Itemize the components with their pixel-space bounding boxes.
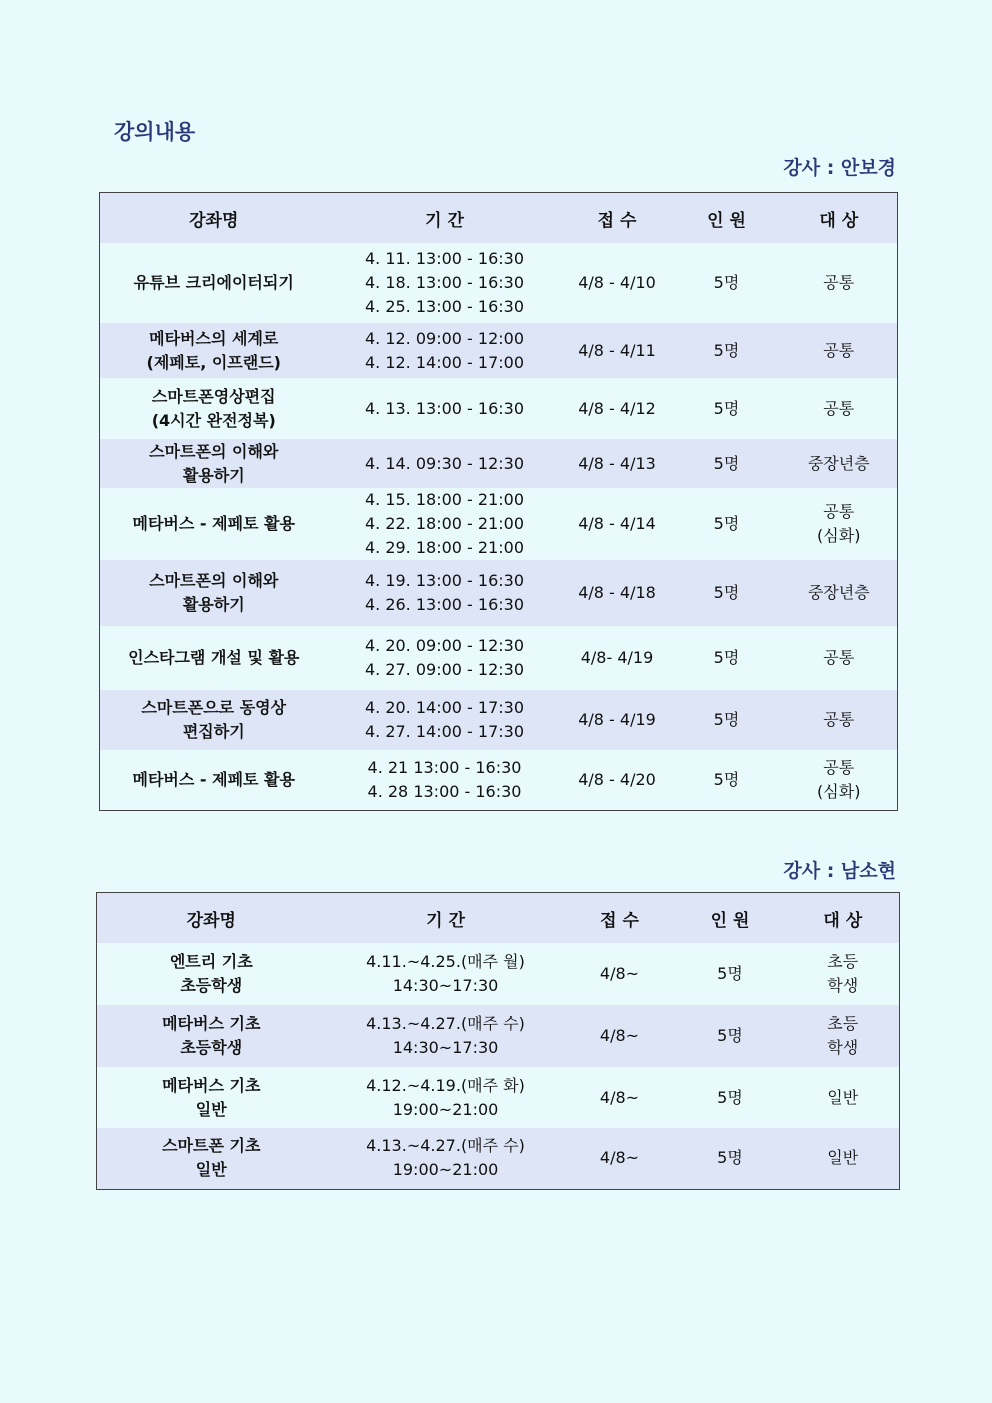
course-name-cell-line: 초등학생 bbox=[180, 1038, 243, 1057]
course-name-cell-line: 일반 bbox=[195, 1160, 227, 1180]
target-cell-line: 학생 bbox=[827, 976, 859, 995]
table-row bbox=[97, 1128, 900, 1189]
reception-cell: 4/8 - 4/12 bbox=[562, 378, 673, 439]
target-cell-line: 초등 bbox=[827, 1014, 859, 1033]
reception-cell: 4/8~ bbox=[566, 1005, 674, 1067]
period-cell-line: 4. 28 13:00 - 16:30 bbox=[367, 781, 522, 801]
target-cell-line: 공통 bbox=[823, 648, 855, 667]
period-cell-line: 4.12.~4.19.(매주 화) bbox=[366, 1075, 525, 1095]
table-row bbox=[97, 943, 900, 1005]
period-cell-line: 4. 21 13:00 - 16:30 bbox=[367, 757, 522, 777]
period-cell bbox=[328, 243, 562, 323]
period-cell bbox=[328, 750, 562, 810]
period-cell-line: 4. 27. 14:00 - 17:30 bbox=[364, 722, 525, 741]
count-cell: 5명 bbox=[674, 1067, 787, 1128]
target-cell-line: 중장년층 bbox=[807, 453, 870, 473]
target-cell-line: 일반 bbox=[827, 1148, 859, 1168]
target-cell bbox=[787, 1067, 900, 1128]
target-cell bbox=[781, 439, 898, 488]
table-row bbox=[100, 439, 898, 488]
period-cell-line: 4. 22. 18:00 - 21:00 bbox=[364, 514, 525, 533]
course-name-cell bbox=[100, 750, 328, 810]
period-cell-line: 4. 19. 13:00 - 16:30 bbox=[364, 571, 525, 590]
period-cell bbox=[328, 439, 562, 488]
count-cell: 5명 bbox=[673, 560, 781, 626]
course-name-cell-line: 스마트폰 기초 bbox=[162, 1136, 261, 1156]
reception-cell: 4/8 - 4/19 bbox=[562, 690, 673, 750]
count-cell: 5명 bbox=[673, 243, 781, 323]
period-cell bbox=[328, 560, 562, 626]
header-period: 기 간 bbox=[328, 193, 562, 244]
target-cell bbox=[787, 1005, 900, 1067]
table-row bbox=[100, 560, 898, 626]
target-cell-line: 공통 bbox=[823, 710, 855, 729]
instructor-label-2: 강사 : 남소현 bbox=[783, 860, 896, 882]
period-cell-line: 4. 18. 13:00 - 16:30 bbox=[364, 273, 525, 292]
target-cell bbox=[781, 750, 898, 810]
target-cell-line: 공통 bbox=[823, 398, 855, 418]
header-reception: 접 수 bbox=[566, 893, 674, 944]
reception-cell: 4/8- 4/19 bbox=[562, 626, 673, 690]
table-row bbox=[97, 1005, 900, 1067]
course-name-cell-line: 엔트리 기초 bbox=[169, 952, 253, 971]
count-cell: 5명 bbox=[674, 943, 787, 1005]
count-cell: 5명 bbox=[673, 488, 781, 560]
reception-cell: 4/8 - 4/11 bbox=[562, 323, 673, 378]
count-cell: 5명 bbox=[674, 1128, 787, 1189]
period-cell-line: 4. 15. 18:00 - 21:00 bbox=[364, 490, 525, 509]
table-row bbox=[100, 323, 898, 378]
period-cell-line: 19:00~21:00 bbox=[392, 1160, 499, 1180]
period-cell bbox=[328, 690, 562, 750]
reception-cell: 4/8 - 4/18 bbox=[562, 560, 673, 626]
period-cell-line: 4. 11. 13:00 - 16:30 bbox=[364, 249, 525, 268]
period-cell-line: 4.13.~4.27.(매주 수) bbox=[366, 1136, 525, 1156]
target-cell-line: 중장년층 bbox=[807, 583, 870, 602]
course-name-cell bbox=[97, 1005, 326, 1067]
target-cell bbox=[787, 943, 900, 1005]
table-row bbox=[100, 378, 898, 439]
header-course-name: 강좌명 bbox=[100, 193, 328, 244]
header-reception: 접 수 bbox=[562, 193, 673, 244]
course-table-1 bbox=[99, 192, 898, 811]
course-name-cell bbox=[100, 690, 328, 750]
course-name-cell-line: 메타버스 - 제페토 활용 bbox=[132, 769, 295, 789]
instructor-label-1: 강사 : 안보경 bbox=[783, 157, 896, 179]
period-cell-line: 4. 20. 14:00 - 17:30 bbox=[364, 698, 525, 717]
target-cell bbox=[781, 378, 898, 439]
course-name-cell-line: 일반 bbox=[195, 1099, 227, 1119]
header-period: 기 간 bbox=[326, 893, 566, 944]
table-row bbox=[100, 750, 898, 810]
course-name-cell-line: 활용하기 bbox=[182, 595, 245, 614]
period-cell-line: 4. 29. 18:00 - 21:00 bbox=[364, 538, 525, 557]
period-cell-line: 4. 12. 09:00 - 12:00 bbox=[364, 328, 525, 348]
target-cell-line: 학생 bbox=[827, 1038, 859, 1057]
target-cell bbox=[781, 626, 898, 690]
course-name-cell-line: 인스타그램 개설 및 활용 bbox=[128, 648, 300, 667]
course-name-cell-line: (4시간 완전정복) bbox=[151, 410, 276, 430]
target-cell-line: (심화) bbox=[817, 781, 861, 801]
course-name-cell-line: 활용하기 bbox=[182, 465, 245, 485]
course-name-cell-line: 스마트폰으로 동영상 bbox=[141, 698, 287, 717]
target-cell bbox=[781, 323, 898, 378]
header-course-name: 강좌명 bbox=[97, 893, 326, 944]
reception-cell: 4/8~ bbox=[566, 1128, 674, 1189]
target-cell-line: (심화) bbox=[817, 526, 861, 545]
course-name-cell bbox=[97, 1128, 326, 1189]
period-cell bbox=[326, 1128, 566, 1189]
course-name-cell bbox=[100, 323, 328, 378]
period-cell-line: 4. 14. 09:30 - 12:30 bbox=[364, 453, 525, 473]
count-cell: 5명 bbox=[673, 323, 781, 378]
count-cell: 5명 bbox=[673, 439, 781, 488]
section-title: 강의내용 bbox=[114, 120, 196, 144]
course-name-cell bbox=[100, 439, 328, 488]
target-cell bbox=[787, 1128, 900, 1189]
target-cell-line: 공통 bbox=[823, 273, 855, 292]
target-cell-line: 공통 bbox=[823, 340, 855, 360]
target-cell-line: 일반 bbox=[827, 1087, 859, 1107]
count-cell: 5명 bbox=[674, 1005, 787, 1067]
table-row bbox=[100, 243, 898, 323]
period-cell-line: 14:30~17:30 bbox=[392, 976, 499, 995]
course-name-cell bbox=[100, 243, 328, 323]
period-cell bbox=[326, 1005, 566, 1067]
target-cell-line: 초등 bbox=[827, 952, 859, 971]
target-cell bbox=[781, 560, 898, 626]
target-cell bbox=[781, 690, 898, 750]
period-cell-line: 4. 25. 13:00 - 16:30 bbox=[364, 297, 525, 316]
table-row bbox=[100, 626, 898, 690]
period-cell bbox=[328, 323, 562, 378]
period-cell-line: 14:30~17:30 bbox=[392, 1038, 499, 1057]
target-cell bbox=[781, 488, 898, 560]
period-cell-line: 4. 27. 09:00 - 12:30 bbox=[364, 660, 525, 679]
course-name-cell-line: 스마트폰의 이해와 bbox=[149, 441, 279, 461]
reception-cell: 4/8 - 4/20 bbox=[562, 750, 673, 810]
course-name-cell bbox=[97, 1067, 326, 1128]
table-row bbox=[100, 690, 898, 750]
course-name-cell-line: 스마트폰의 이해와 bbox=[149, 571, 279, 590]
course-name-cell-line: 메타버스 기초 bbox=[162, 1075, 261, 1095]
period-cell-line: 4. 13. 13:00 - 16:30 bbox=[364, 398, 525, 418]
reception-cell: 4/8~ bbox=[566, 943, 674, 1005]
course-name-cell-line: 유튜브 크리에이터되기 bbox=[133, 273, 294, 292]
table-row bbox=[97, 1067, 900, 1128]
course-name-cell-line: 편집하기 bbox=[182, 722, 245, 741]
period-cell bbox=[328, 488, 562, 560]
target-cell-line: 공통 bbox=[823, 502, 855, 521]
period-cell bbox=[328, 378, 562, 439]
course-name-cell bbox=[100, 488, 328, 560]
header-target: 대 상 bbox=[787, 893, 900, 944]
period-cell-line: 4.13.~4.27.(매주 수) bbox=[366, 1014, 525, 1033]
course-table-2 bbox=[96, 892, 900, 1190]
header-count: 인 원 bbox=[673, 193, 781, 244]
course-name-cell-line: 메타버스 기초 bbox=[162, 1014, 261, 1033]
reception-cell: 4/8~ bbox=[566, 1067, 674, 1128]
course-name-cell-line: (제페토, 이프랜드) bbox=[146, 352, 281, 372]
reception-cell: 4/8 - 4/13 bbox=[562, 439, 673, 488]
period-cell-line: 19:00~21:00 bbox=[392, 1099, 499, 1119]
count-cell: 5명 bbox=[673, 690, 781, 750]
course-name-cell bbox=[100, 560, 328, 626]
table-header-row bbox=[97, 893, 900, 944]
period-cell bbox=[328, 626, 562, 690]
reception-cell: 4/8 - 4/14 bbox=[562, 488, 673, 560]
count-cell: 5명 bbox=[673, 626, 781, 690]
table-body bbox=[100, 243, 898, 810]
target-cell bbox=[781, 243, 898, 323]
table-header-row bbox=[100, 193, 898, 244]
target-cell-line: 공통 bbox=[823, 757, 855, 777]
period-cell bbox=[326, 943, 566, 1005]
course-name-cell bbox=[97, 943, 326, 1005]
period-cell-line: 4. 26. 13:00 - 16:30 bbox=[364, 595, 525, 614]
header-target: 대 상 bbox=[781, 193, 898, 244]
period-cell-line: 4. 20. 09:00 - 12:30 bbox=[364, 636, 525, 655]
table-row bbox=[100, 488, 898, 560]
header-count: 인 원 bbox=[674, 893, 787, 944]
course-name-cell-line: 메타버스 - 제페토 활용 bbox=[132, 514, 295, 533]
count-cell: 5명 bbox=[673, 378, 781, 439]
period-cell-line: 4.11.~4.25.(매주 월) bbox=[366, 952, 525, 971]
period-cell bbox=[326, 1067, 566, 1128]
reception-cell: 4/8 - 4/10 bbox=[562, 243, 673, 323]
table-body bbox=[97, 943, 900, 1189]
count-cell: 5명 bbox=[673, 750, 781, 810]
course-name-cell-line: 초등학생 bbox=[180, 976, 243, 995]
course-name-cell-line: 메타버스의 세계로 bbox=[149, 328, 279, 348]
period-cell-line: 4. 12. 14:00 - 17:00 bbox=[364, 352, 525, 372]
course-name-cell-line: 스마트폰영상편집 bbox=[151, 386, 276, 406]
course-name-cell bbox=[100, 378, 328, 439]
course-name-cell bbox=[100, 626, 328, 690]
